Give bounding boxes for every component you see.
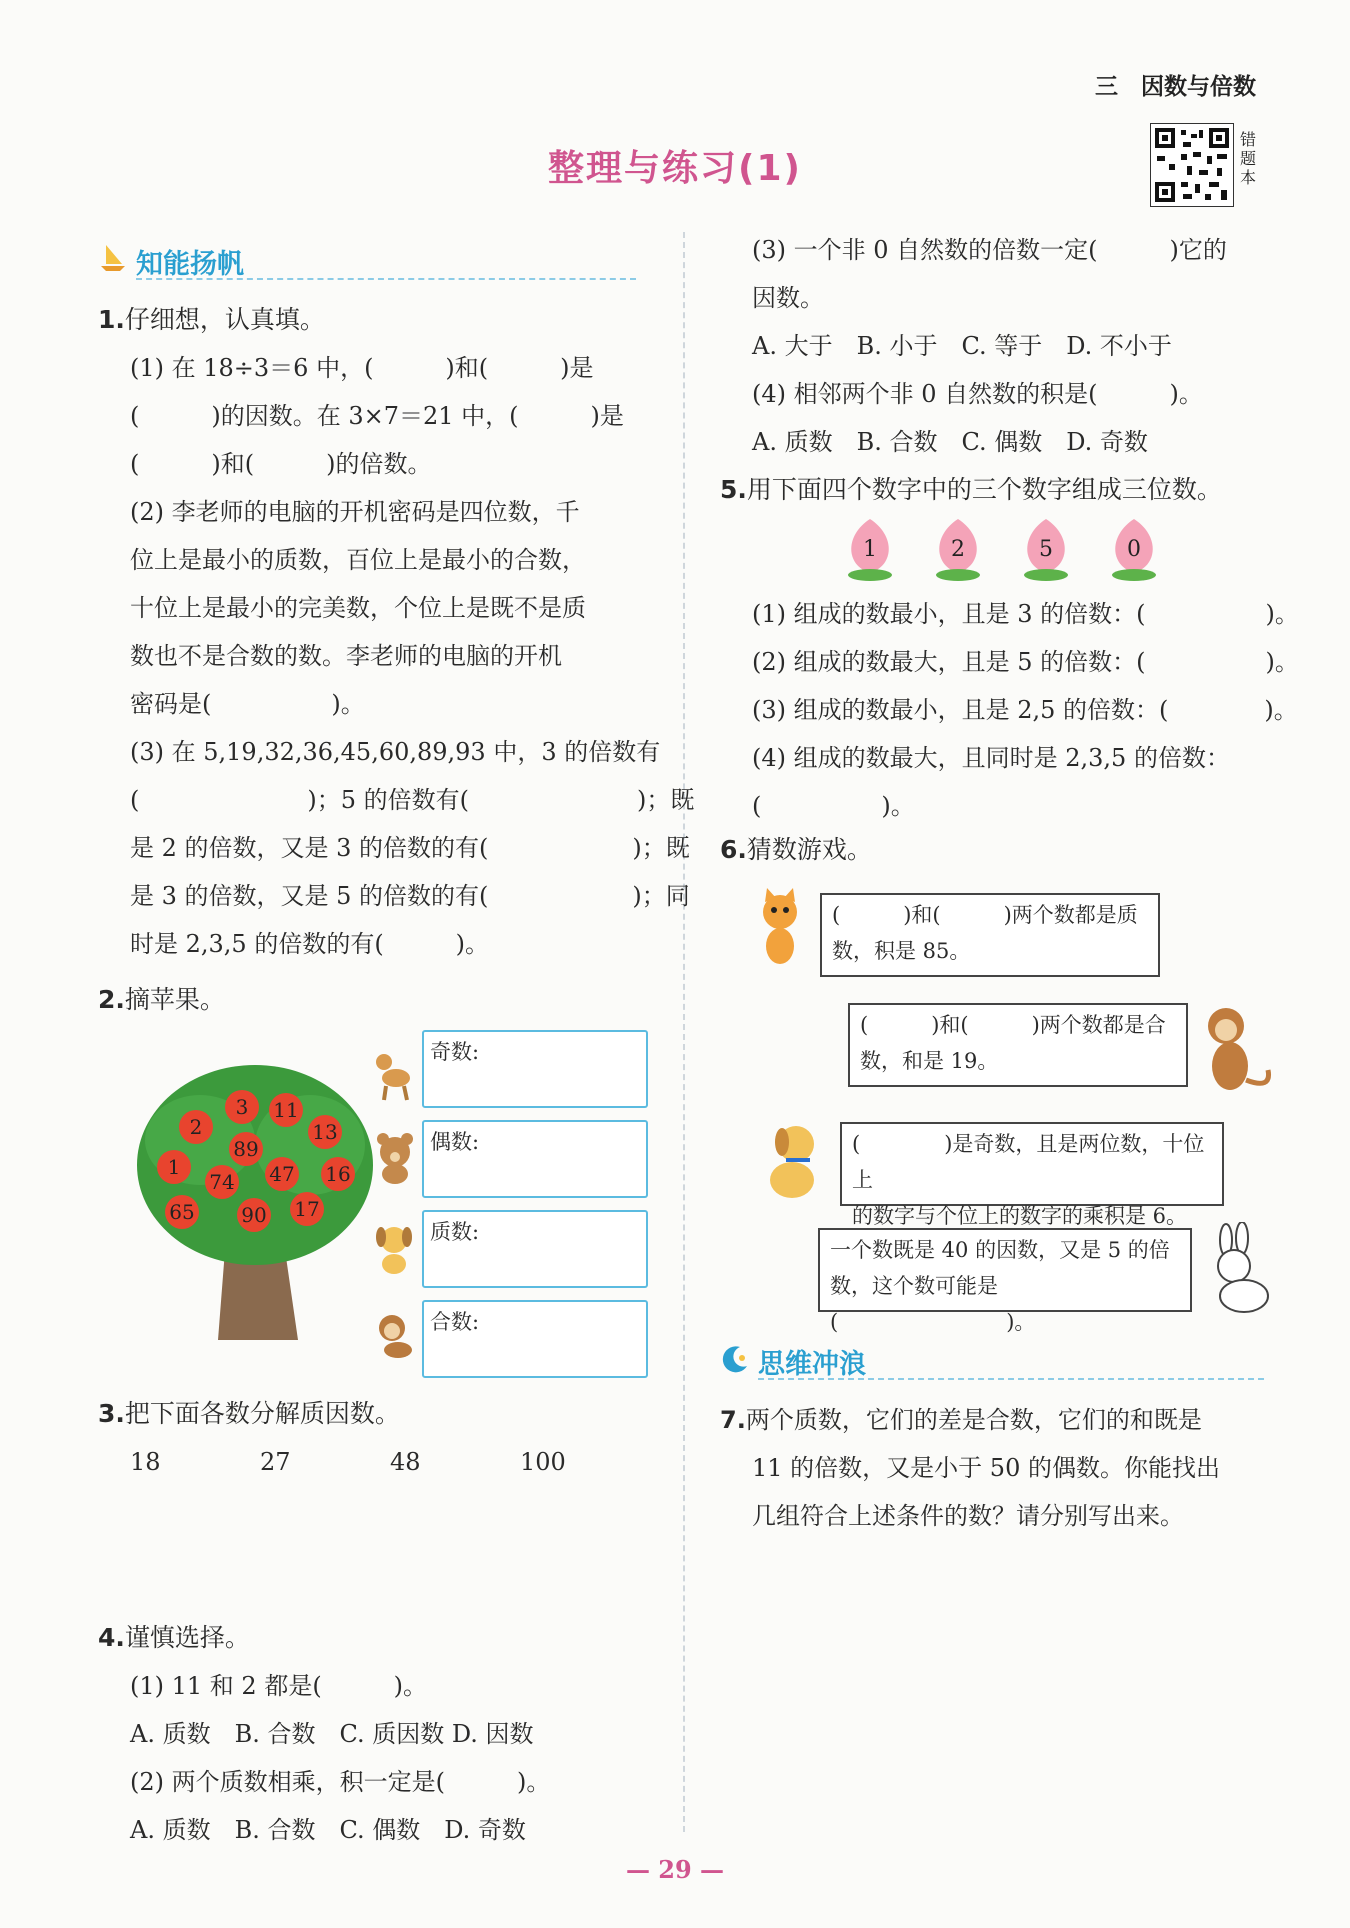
peach-digit[interactable]	[1024, 519, 1068, 581]
monkey-icon	[1198, 1000, 1276, 1096]
factor-number: 100	[520, 1448, 566, 1476]
peach-digit[interactable]	[936, 519, 980, 581]
q4-part3-cont: 因数。	[752, 284, 824, 312]
factor-numbers	[130, 1438, 650, 1486]
peach-digit-cards	[840, 515, 1180, 583]
apple[interactable]	[225, 1090, 259, 1124]
sail-icon	[98, 242, 128, 272]
prime-numbers-box[interactable]: 质数:	[422, 1210, 648, 1288]
moon-icon	[720, 1344, 750, 1374]
question-1-body	[98, 344, 695, 968]
q1-line: 是 3 的倍数，又是 5 的倍数的有( )；同	[130, 882, 690, 910]
factor-number: 48	[390, 1448, 421, 1476]
apple[interactable]	[205, 1165, 239, 1199]
question-4-body-right	[720, 226, 1280, 466]
chapter-heading: 三 因数与倍数	[1095, 74, 1256, 100]
section-title-zhineng: 知能扬帆	[136, 249, 244, 280]
dog-icon	[372, 1220, 418, 1276]
apple[interactable]	[308, 1115, 342, 1149]
speech-bubble-monkey: ( )和( )两个数都是合 数，和是 19。	[848, 1003, 1188, 1087]
bear-icon	[372, 1130, 418, 1186]
q4-part2-options[interactable]: A. 质数 B. 合数 C. 偶数 D. 奇数	[130, 1816, 526, 1844]
question-3-title: 3.把下面各数分解质因数。	[98, 1399, 400, 1428]
question-1-title: 1.仔细想，认真填。	[98, 305, 325, 334]
svg-text:65: 65	[169, 1200, 195, 1224]
apple[interactable]	[269, 1093, 303, 1127]
puppy-icon	[752, 1118, 832, 1202]
section-title-siwei: 思维冲浪	[758, 1349, 866, 1380]
question-5-title: 5.用下面四个数字中的三个数字组成三位数。	[720, 475, 1222, 504]
apple[interactable]	[237, 1198, 271, 1232]
q7-line: 11 的倍数，又是小于 50 的偶数。你能找出	[752, 1454, 1220, 1482]
q7-line: 几组符合上述条件的数？请分别写出来。	[752, 1502, 1184, 1530]
q4-part4: (4) 相邻两个非 0 自然数的积是( )。	[752, 380, 1203, 408]
svg-text:13: 13	[312, 1120, 338, 1144]
svg-text:89: 89	[233, 1137, 259, 1161]
svg-text:90: 90	[241, 1203, 267, 1227]
monkey-icon	[372, 1310, 418, 1360]
svg-text:5: 5	[1039, 537, 1053, 562]
svg-text:11: 11	[273, 1098, 299, 1122]
qr-code-icon[interactable]	[1150, 123, 1234, 207]
q1-line: 位上是最小的质数，百位上是最小的合数，	[130, 546, 586, 574]
svg-text:2: 2	[951, 537, 965, 562]
question-7: 7.两个质数，它们的差是合数，它们的和既是 11 的倍数，又是小于 50 的偶数。你能找出 几组符合上述条件的数？请分别写出来。	[720, 1396, 1290, 1540]
q1-line: ( )；5 的倍数有( )；既	[130, 786, 695, 814]
q4-part3-options[interactable]: A. 大于 B. 小于 C. 等于 D. 不小于	[752, 332, 1172, 360]
q1-line: 时是 2,3,5 的倍数的有( )。	[130, 930, 490, 958]
svg-text:47: 47	[269, 1162, 295, 1186]
question-6-title: 6.猜数游戏。	[720, 835, 872, 864]
question-5-body	[720, 590, 1299, 830]
q4-part4-options[interactable]: A. 质数 B. 合数 C. 偶数 D. 奇数	[752, 428, 1148, 456]
svg-text:3: 3	[235, 1095, 249, 1119]
svg-text:16: 16	[325, 1162, 351, 1186]
q5-line: ( )。	[752, 792, 915, 820]
svg-text:1: 1	[863, 537, 877, 562]
composite-numbers-box[interactable]: 合数:	[422, 1300, 648, 1378]
factor-number: 18	[130, 1448, 161, 1476]
q1-line: (1) 在 18÷3＝6 中，( )和( )是	[130, 354, 594, 382]
speech-bubble-cat: ( )和( )两个数都是质 数，积是 85。	[820, 893, 1160, 977]
q1-line: 数也不是合数的数。李老师的电脑的开机	[130, 642, 562, 670]
svg-text:74: 74	[209, 1170, 235, 1194]
svg-text:17: 17	[294, 1197, 320, 1221]
q1-line: 是 2 的倍数，又是 3 的倍数的有( )；既	[130, 834, 690, 862]
apple[interactable]	[265, 1157, 299, 1191]
page-title: 整理与练习(1)	[548, 148, 802, 189]
apple[interactable]	[165, 1195, 199, 1229]
q7-line: 两个质数，它们的差是合数，它们的和既是	[745, 1406, 1202, 1434]
q5-line: (2) 组成的数最大，且是 5 的倍数：( )。	[752, 648, 1299, 676]
q4-part1: (1) 11 和 2 都是( )。	[130, 1672, 428, 1700]
apple[interactable]	[229, 1132, 263, 1166]
apple-tree-illustration	[130, 1050, 380, 1350]
peach-digit[interactable]	[1112, 519, 1156, 581]
q1-line: 十位上是最小的完美数，个位上是既不是质	[130, 594, 586, 622]
even-numbers-box[interactable]: 偶数:	[422, 1120, 648, 1198]
q5-line: (1) 组成的数最小，且是 3 的倍数：( )。	[752, 600, 1299, 628]
q4-part2: (2) 两个质数相乘，积一定是( )。	[130, 1768, 551, 1796]
apple[interactable]	[179, 1110, 213, 1144]
svg-text:2: 2	[189, 1115, 203, 1139]
q1-line: ( )和( )的倍数。	[130, 450, 432, 478]
cat-icon	[752, 888, 812, 968]
speech-bubble-rabbit: 一个数既是 40 的因数，又是 5 的倍 数，这个数可能是( )。	[818, 1228, 1192, 1312]
page-number: — 29 —	[625, 1855, 725, 1884]
speech-bubble-dog: ( )是奇数，且是两位数，十位上 的数字与个位上的数字的乘积是 6。	[840, 1122, 1224, 1206]
factor-number: 27	[260, 1448, 291, 1476]
q5-line: (3) 组成的数最小，且是 2,5 的倍数：( )。	[752, 696, 1298, 724]
question-4-body-left	[98, 1662, 550, 1854]
column-divider	[683, 232, 685, 1832]
question-4-title: 4.谨慎选择。	[98, 1623, 250, 1652]
section-underline	[758, 1378, 1264, 1380]
apple[interactable]	[290, 1192, 324, 1226]
q1-line: ( )的因数。在 3×7＝21 中，( )是	[130, 402, 624, 430]
section-underline	[136, 278, 636, 280]
odd-numbers-box[interactable]: 奇数:	[422, 1030, 648, 1108]
q1-line: (3) 在 5,19,32,36,45,60,89,93 中，3 的倍数有	[130, 738, 661, 766]
apple[interactable]	[157, 1150, 191, 1184]
svg-text:0: 0	[1127, 537, 1141, 562]
q5-line: (4) 组成的数最大，且同时是 2,3,5 的倍数：	[752, 744, 1230, 772]
deer-icon	[372, 1046, 418, 1102]
q1-line: 密码是( )。	[130, 690, 365, 718]
question-2-title: 2.摘苹果。	[98, 985, 225, 1014]
q1-line: (2) 李老师的电脑的开机密码是四位数，千	[130, 498, 580, 526]
rabbit-icon	[1200, 1222, 1280, 1318]
q4-part3: (3) 一个非 0 自然数的倍数一定( )它的	[752, 236, 1227, 264]
peach-digit[interactable]	[848, 519, 892, 581]
svg-text:1: 1	[167, 1155, 181, 1179]
q4-part1-options[interactable]: A. 质数 B. 合数 C. 质因数 D. 因数	[130, 1720, 534, 1748]
apple[interactable]	[321, 1157, 355, 1191]
qr-label: 错题本	[1240, 130, 1257, 187]
